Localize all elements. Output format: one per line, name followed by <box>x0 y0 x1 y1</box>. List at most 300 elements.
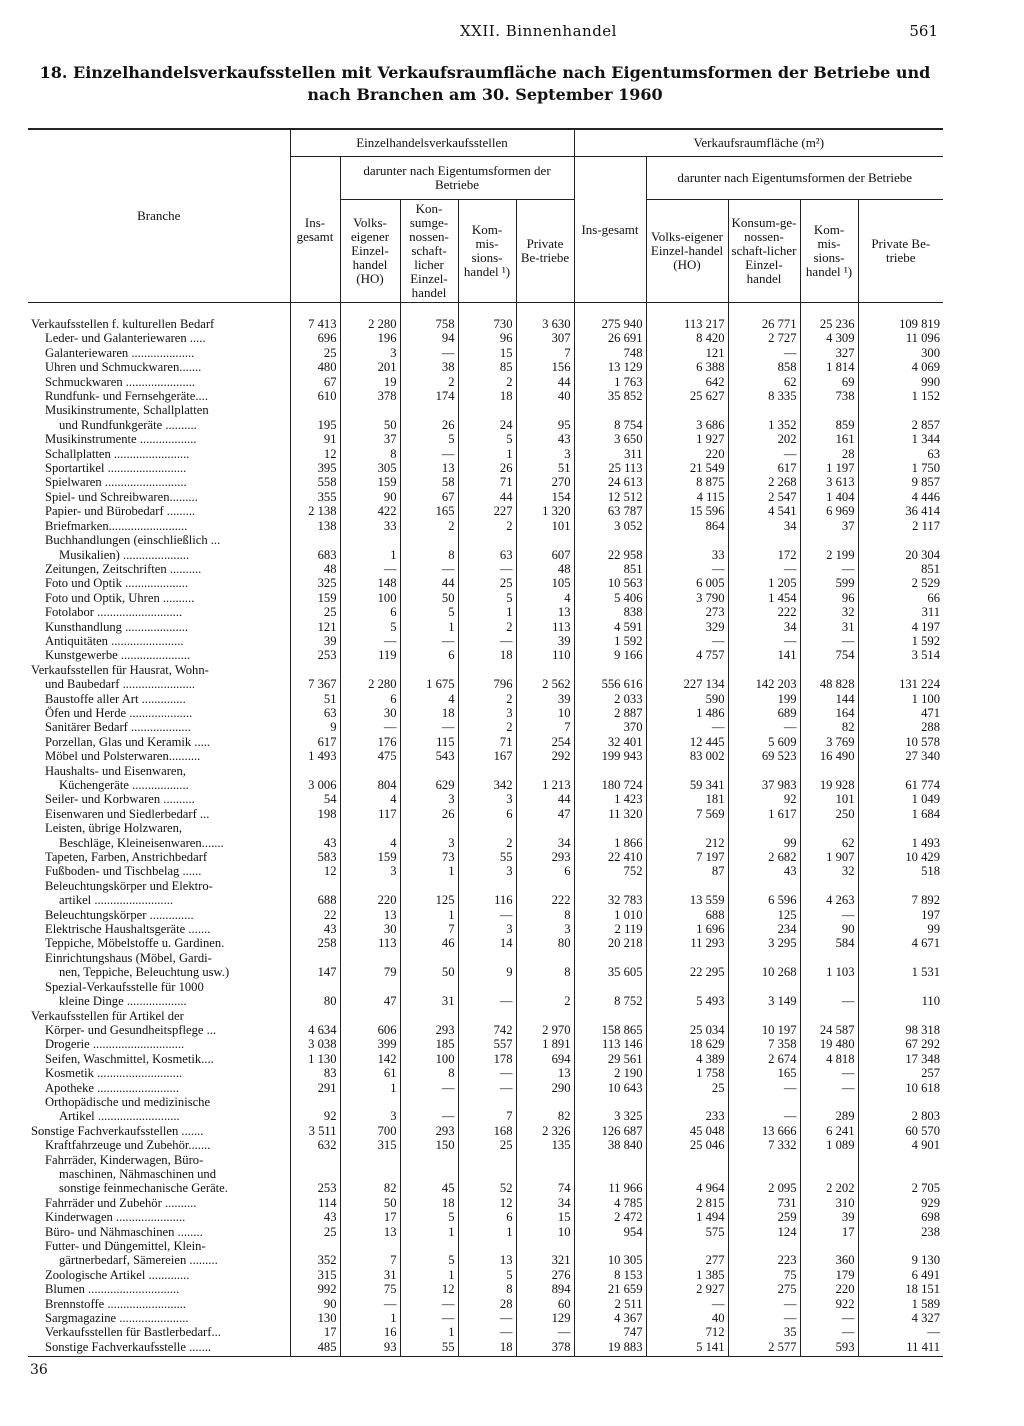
cell-value: 7 <box>516 720 574 734</box>
cell-value: 37 <box>800 519 858 533</box>
cell-value <box>340 951 400 965</box>
table-row <box>28 331 943 345</box>
cell-value <box>646 821 728 835</box>
row-label: Verkaufsstellen f. kulturellen Bedarf <box>31 317 215 331</box>
cell-value <box>800 533 858 547</box>
cell-value: 851 <box>574 562 646 576</box>
cell-value: 45 <box>400 1181 458 1195</box>
cell-value: 3 006 <box>290 778 340 792</box>
cell-value: 17 <box>800 1225 858 1239</box>
row-label: Leisten, übrige Holzwaren, <box>45 821 183 836</box>
cell-value: 201 <box>340 360 400 374</box>
row-label: Kinderwagen ...................... <box>45 1210 186 1225</box>
cell-value: 40 <box>646 1311 728 1325</box>
page-number: 561 <box>909 22 938 40</box>
cell-value: 370 <box>574 720 646 734</box>
cell-value <box>458 1153 516 1167</box>
cell-value: 4 389 <box>646 1052 728 1066</box>
cell-value: 3 <box>340 1109 400 1123</box>
cell-value: 32 <box>800 864 858 878</box>
cell-value <box>516 1095 574 1109</box>
cell-value <box>800 403 858 417</box>
cell-value: 1 404 <box>800 490 858 504</box>
cell-value: 74 <box>516 1181 574 1195</box>
cell-value: 43 <box>516 432 574 446</box>
cell-value: 593 <box>800 1340 858 1357</box>
row-label: Fußboden- und Tischbelag ...... <box>45 864 202 879</box>
cell-value: — <box>800 1066 858 1080</box>
cell-value: 8 <box>516 908 574 922</box>
cell-value: 20 304 <box>858 548 943 562</box>
table-row <box>28 303 943 332</box>
cell-value: 198 <box>290 807 340 821</box>
cell-value: 12 <box>458 1196 516 1210</box>
cell-value: 712 <box>646 1325 728 1339</box>
cell-value: 13 666 <box>728 1124 800 1138</box>
cell-value: 80 <box>516 936 574 950</box>
cell-value <box>858 879 943 893</box>
cell-value: 18 <box>458 1340 516 1357</box>
row-label: Teppiche, Möbelstoffe u. Gardinen. <box>45 936 225 951</box>
cell-value: 144 <box>800 692 858 706</box>
cell-value: 9 <box>458 965 516 979</box>
cell-value: 124 <box>728 1225 800 1239</box>
cell-value: 62 <box>800 836 858 850</box>
cell-value: 99 <box>858 922 943 936</box>
cell-value: 731 <box>728 1196 800 1210</box>
cell-value <box>728 1095 800 1109</box>
cell-value: 3 650 <box>574 432 646 446</box>
cell-value <box>290 879 340 893</box>
cell-value: 26 691 <box>574 331 646 345</box>
cell-value: 4 901 <box>858 1138 943 1152</box>
cell-value: 754 <box>800 648 858 662</box>
table-row <box>28 1066 943 1080</box>
cell-value <box>340 403 400 417</box>
cell-value: 277 <box>646 1253 728 1267</box>
cell-value: 2 927 <box>646 1282 728 1296</box>
cell-value: 22 410 <box>574 850 646 864</box>
cell-value: 259 <box>728 1210 800 1224</box>
cell-value: 360 <box>800 1253 858 1267</box>
cell-value <box>516 663 574 677</box>
cell-value: 8 335 <box>728 389 800 403</box>
cell-value: 25 <box>458 576 516 590</box>
cell-value <box>800 1095 858 1109</box>
cell-value: 44 <box>458 490 516 504</box>
row-label: Baustoffe aller Art .............. <box>45 691 186 706</box>
cell-value: 43 <box>728 864 800 878</box>
cell-value: 4 446 <box>858 490 943 504</box>
cell-value: 575 <box>646 1225 728 1239</box>
cell-value <box>458 533 516 547</box>
cell-value: 6 388 <box>646 360 728 374</box>
cell-value: 3 686 <box>646 418 728 432</box>
cell-value: 5 <box>400 432 458 446</box>
cell-value <box>400 1009 458 1023</box>
cell-value: — <box>800 994 858 1008</box>
table-row <box>28 1325 943 1339</box>
cell-value: 142 203 <box>728 677 800 691</box>
cell-value: 61 <box>340 1066 400 1080</box>
table-title: 18. Einzelhandelsverkaufsstellen mit Verkaufsraumfläche nach Eigentumsformen der Betriebe und nach Branchen am 30. September 1960 <box>39 63 931 104</box>
table-row <box>28 475 943 489</box>
cell-value <box>290 1167 340 1181</box>
cell-value <box>574 1095 646 1109</box>
cell-value: 25 113 <box>574 461 646 475</box>
cell-value: 7 197 <box>646 850 728 864</box>
header-darunter: darunter nach Eigentumsformen der Betriebe <box>340 157 574 200</box>
cell-value: 121 <box>290 620 340 634</box>
cell-value: 31 <box>800 620 858 634</box>
table-row <box>28 605 943 619</box>
cell-value: 150 <box>400 1138 458 1152</box>
cell-value: 90 <box>290 1297 340 1311</box>
cell-value <box>800 879 858 893</box>
cell-value: 44 <box>516 792 574 806</box>
cell-value: 19 883 <box>574 1340 646 1357</box>
cell-value: 5 <box>400 1253 458 1267</box>
row-label: Zoologische Artikel ............. <box>45 1267 190 1282</box>
cell-value: — <box>646 1297 728 1311</box>
cell-value: 796 <box>458 677 516 691</box>
row-label: Kunstgewerbe ...................... <box>45 648 191 663</box>
cell-value: 10 578 <box>858 735 943 749</box>
cell-value: 3 052 <box>574 519 646 533</box>
cell-value: 688 <box>290 893 340 907</box>
cell-value <box>458 1239 516 1253</box>
cell-value: 2 <box>458 720 516 734</box>
cell-value: 6 <box>340 605 400 619</box>
cell-value: — <box>728 634 800 648</box>
cell-value: 1 493 <box>290 749 340 763</box>
cell-value: 2 033 <box>574 692 646 706</box>
cell-value: 954 <box>574 1225 646 1239</box>
cell-value <box>458 663 516 677</box>
cell-value: 130 <box>290 1311 340 1325</box>
cell-value: 43 <box>290 1210 340 1224</box>
cell-value: 233 <box>646 1109 728 1123</box>
row-label: und Baubedarf ....................... <box>45 677 196 692</box>
cell-value: 4 <box>400 692 458 706</box>
row-label: Uhren und Schmuckwaren....... <box>45 360 202 375</box>
cell-value: 305 <box>340 461 400 475</box>
cell-value: 113 217 <box>646 303 728 332</box>
cell-value: 4 115 <box>646 490 728 504</box>
cell-value <box>858 663 943 677</box>
section-title: XXII. Binnenhandel <box>460 22 617 40</box>
cell-value: 12 512 <box>574 490 646 504</box>
cell-value: 2 <box>458 620 516 634</box>
cell-value: 2 <box>458 375 516 389</box>
cell-value <box>516 1153 574 1167</box>
cell-value: 607 <box>516 548 574 562</box>
row-label: Verkaufsstellen für Hausrat, Wohn- <box>31 662 209 677</box>
cell-value: 66 <box>858 591 943 605</box>
cell-value: 113 <box>340 936 400 950</box>
cell-value: 1 049 <box>858 792 943 806</box>
cell-value <box>728 1167 800 1181</box>
cell-value: 10 305 <box>574 1253 646 1267</box>
cell-value: 3 <box>458 864 516 878</box>
cell-value: 61 774 <box>858 778 943 792</box>
cell-value: 2 857 <box>858 418 943 432</box>
cell-value: — <box>340 562 400 576</box>
cell-value: 2 202 <box>800 1181 858 1195</box>
cell-value <box>728 1239 800 1253</box>
cell-value: 11 293 <box>646 936 728 950</box>
cell-value: 13 129 <box>574 360 646 374</box>
cell-value: 26 <box>400 807 458 821</box>
cell-value: 138 <box>290 519 340 533</box>
row-label: Briefmarken......................... <box>45 518 188 533</box>
table-row <box>28 807 943 821</box>
sheet-number: 36 <box>30 1362 48 1378</box>
cell-value: 234 <box>728 922 800 936</box>
row-label: Kosmetik ........................... <box>45 1066 183 1081</box>
table-row <box>28 620 943 634</box>
cell-value: 1 617 <box>728 807 800 821</box>
cell-value <box>646 663 728 677</box>
cell-value: 19 480 <box>800 1037 858 1051</box>
cell-value <box>516 821 574 835</box>
cell-value: 50 <box>340 418 400 432</box>
cell-value: — <box>728 1109 800 1123</box>
row-label: Büro- und Nähmaschinen ........ <box>45 1224 203 1239</box>
cell-value: 6 491 <box>858 1268 943 1282</box>
row-label: Musikinstrumente, Schallplatten <box>45 403 209 418</box>
cell-value: 321 <box>516 1253 574 1267</box>
cell-value <box>858 821 943 835</box>
cell-value: 156 <box>516 360 574 374</box>
cell-value: — <box>400 346 458 360</box>
cell-value: 1 <box>400 1325 458 1339</box>
cell-value: 311 <box>858 605 943 619</box>
cell-value: 2 727 <box>728 331 800 345</box>
cell-value: 24 587 <box>800 1023 858 1037</box>
cell-value <box>858 1167 943 1181</box>
cell-value: 179 <box>800 1268 858 1282</box>
cell-value: 25 <box>458 1138 516 1152</box>
cell-value: — <box>400 720 458 734</box>
cell-value: 1 592 <box>574 634 646 648</box>
cell-value <box>728 951 800 965</box>
cell-value: 51 <box>516 461 574 475</box>
cell-value: 178 <box>458 1052 516 1066</box>
cell-value <box>340 821 400 835</box>
cell-value: 11 966 <box>574 1181 646 1195</box>
cell-value <box>858 1009 943 1023</box>
cell-value: 395 <box>290 461 340 475</box>
table-row <box>28 821 943 835</box>
cell-value: 851 <box>858 562 943 576</box>
cell-value: 19 <box>340 375 400 389</box>
cell-value: 11 320 <box>574 807 646 821</box>
cell-value <box>290 663 340 677</box>
cell-value <box>290 533 340 547</box>
cell-value: 55 <box>458 850 516 864</box>
table-row <box>28 980 943 994</box>
cell-value <box>290 403 340 417</box>
cell-value <box>858 980 943 994</box>
row-label: Spezial-Verkaufsstelle für 1000 <box>45 979 204 994</box>
table-row <box>28 375 943 389</box>
cell-value: 276 <box>516 1268 574 1282</box>
cell-value: 3 <box>516 922 574 936</box>
cell-value: 292 <box>516 749 574 763</box>
cell-value: 1 <box>458 605 516 619</box>
cell-value <box>340 663 400 677</box>
cell-value <box>340 1239 400 1253</box>
cell-value: 300 <box>858 346 943 360</box>
cell-value: 748 <box>574 346 646 360</box>
table-row <box>28 1037 943 1051</box>
cell-value: 25 627 <box>646 389 728 403</box>
cell-value <box>400 980 458 994</box>
cell-value: 922 <box>800 1297 858 1311</box>
cell-value: 4 197 <box>858 620 943 634</box>
table-row <box>28 908 943 922</box>
table-row <box>28 490 943 504</box>
cell-value: 629 <box>400 778 458 792</box>
cell-value: 859 <box>800 418 858 432</box>
cell-value: 47 <box>340 994 400 1008</box>
cell-value: 1 <box>340 1081 400 1095</box>
cell-value: 159 <box>340 475 400 489</box>
cell-value: 10 429 <box>858 850 943 864</box>
cell-value: 4 964 <box>646 1181 728 1195</box>
cell-value: 44 <box>400 576 458 590</box>
cell-value <box>458 821 516 835</box>
cell-value: 26 <box>400 418 458 432</box>
table-row <box>28 1210 943 1224</box>
cell-value: 54 <box>290 792 340 806</box>
cell-value: 18 151 <box>858 1282 943 1296</box>
cell-value: 1 758 <box>646 1066 728 1080</box>
cell-value: 18 629 <box>646 1037 728 1051</box>
cell-value <box>574 980 646 994</box>
cell-value: 141 <box>728 648 800 662</box>
cell-value: 378 <box>340 389 400 403</box>
cell-value: 2 <box>516 994 574 1008</box>
cell-value: 18 <box>400 706 458 720</box>
cell-value <box>290 1239 340 1253</box>
cell-value: 22 958 <box>574 548 646 562</box>
cell-value <box>458 1167 516 1181</box>
cell-value: 1 763 <box>574 375 646 389</box>
cell-value: 543 <box>400 749 458 763</box>
table-row <box>28 864 943 878</box>
cell-value: 50 <box>400 591 458 605</box>
cell-value <box>858 533 943 547</box>
cell-value: 4 069 <box>858 360 943 374</box>
cell-value: 30 <box>340 706 400 720</box>
cell-value: 5 141 <box>646 1340 728 1357</box>
cell-value: 1 494 <box>646 1210 728 1224</box>
cell-value <box>516 403 574 417</box>
cell-value: 293 <box>400 1023 458 1037</box>
cell-value: 22 <box>290 908 340 922</box>
cell-value: 5 <box>340 620 400 634</box>
cell-value: 1 197 <box>800 461 858 475</box>
cell-value: 4 591 <box>574 620 646 634</box>
cell-value: 39 <box>800 1210 858 1224</box>
cell-value: 115 <box>400 735 458 749</box>
cell-value: 10 268 <box>728 965 800 979</box>
cell-value: 165 <box>400 504 458 518</box>
cell-value: 18 <box>458 648 516 662</box>
cell-value <box>400 1239 458 1253</box>
cell-value: 48 828 <box>800 677 858 691</box>
cell-value: 38 840 <box>574 1138 646 1152</box>
row-label: Spiel- und Schreibwaren......... <box>45 489 198 504</box>
cell-value: 315 <box>290 1268 340 1282</box>
cell-value: 25 034 <box>646 1023 728 1037</box>
cell-value: 10 197 <box>728 1023 800 1037</box>
cell-value: 85 <box>458 360 516 374</box>
cell-value: 220 <box>340 893 400 907</box>
cell-value: 2 674 <box>728 1052 800 1066</box>
cell-value: 1 089 <box>800 1138 858 1152</box>
cell-value <box>646 951 728 965</box>
cell-value <box>858 764 943 778</box>
cell-value: 164 <box>800 706 858 720</box>
cell-value: — <box>646 562 728 576</box>
table-row <box>28 720 943 734</box>
cell-value <box>400 764 458 778</box>
table-row <box>28 1181 943 1195</box>
cell-value: — <box>728 1311 800 1325</box>
row-label: Papier- und Bürobedarf ......... <box>45 504 196 519</box>
cell-value: 1 592 <box>858 634 943 648</box>
header-konsum: Kon-sumge-nossen-schaft-licher Einzel-handel <box>400 200 458 303</box>
row-label: Schmuckwaren ...................... <box>45 374 196 389</box>
cell-value: 45 048 <box>646 1124 728 1138</box>
cell-value <box>800 1009 858 1023</box>
cell-value: 165 <box>728 1066 800 1080</box>
cell-value <box>516 1167 574 1181</box>
cell-value: 3 <box>458 792 516 806</box>
cell-value: 71 <box>458 735 516 749</box>
cell-value: 52 <box>458 1181 516 1195</box>
cell-value: 6 969 <box>800 504 858 518</box>
cell-value: 378 <box>516 1340 574 1357</box>
table-row <box>28 504 943 518</box>
cell-value: 8 <box>340 447 400 461</box>
row-label: Buchhandlungen (einschließlich ... <box>45 533 221 548</box>
cell-value: 60 <box>516 1297 574 1311</box>
cell-value: 63 <box>858 447 943 461</box>
table-row <box>28 346 943 360</box>
cell-value: — <box>800 1325 858 1339</box>
cell-value: 24 <box>458 418 516 432</box>
cell-value: — <box>800 634 858 648</box>
row-label: Öfen und Herde .................... <box>45 705 193 720</box>
cell-value: 27 340 <box>858 749 943 763</box>
row-label: Artikel .......................... <box>59 1109 180 1124</box>
cell-value: 167 <box>458 749 516 763</box>
cell-value: 738 <box>800 389 858 403</box>
cell-value: 185 <box>400 1037 458 1051</box>
row-label: Fahrräder, Kinderwagen, Büro- <box>45 1152 204 1167</box>
cell-value: — <box>728 1081 800 1095</box>
row-label: Körper- und Gesundheitspflege ... <box>45 1022 217 1037</box>
cell-value: 39 <box>516 634 574 648</box>
row-label: Seiler- und Korbwaren .......... <box>45 792 195 807</box>
cell-value: 33 <box>340 519 400 533</box>
cell-value: 25 236 <box>800 303 858 332</box>
table-row <box>28 533 943 547</box>
